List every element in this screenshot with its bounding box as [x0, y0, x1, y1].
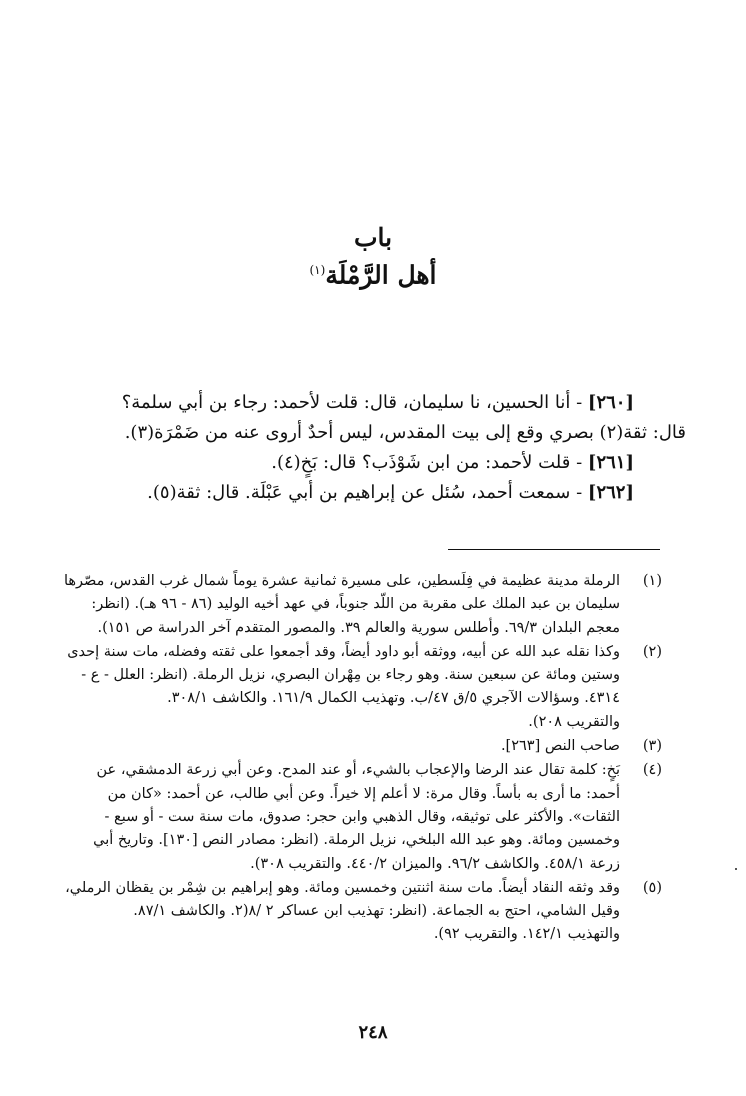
narration-261: [72, 448, 660, 478]
narration-text: - سمعت أحمد، سُئل عن إبراهيم بن أبي عَبْلَة. قال: ثقة(٥).: [147, 482, 583, 503]
footnote-3: [52, 735, 662, 758]
footnote-number: (٤): [642, 762, 662, 779]
narration-number: [٢٦٠]: [587, 392, 634, 413]
footnote-1: [52, 570, 662, 640]
chapter-title: [0, 222, 746, 291]
footnote-line: وقيل الشامي، احتج به الجماعة. (انظر: تهذيب ابن عساكر ٢ /٨(٢. والكاشف ٨٧/١.: [133, 903, 620, 920]
footnote-line: معجم البلدان ٦٩/٣. وأطلس سورية والعالم ٣٩. والمصور المتقدم آخر الدراسة ص ١٥١).: [97, 619, 620, 636]
footnote-4: [52, 759, 662, 875]
narration-text: - أنا الحسين، نا سليمان، قال: قلت لأحمد: رجاء بن أبي سلمة؟: [121, 392, 583, 413]
narration-260-line-1: [72, 388, 660, 418]
narration-number: [٢٦٢]: [587, 482, 634, 503]
footnote-line: وخمسين ومائة. وهو عبد الله البلخي، نزيل الرملة. (انظر: مصادر النص [١٣٠]. وتاريخ أبي: [93, 832, 620, 849]
footnote-2: [52, 641, 662, 734]
footnote-line: أحمد: ما أرى به بأساً. وقال مرة: لا أعلم إلا خيراً. وعن أبي طالب، عن أحمد: «كان من: [107, 785, 620, 802]
chapter-heading: باب: [353, 223, 393, 252]
footnote-5: [52, 877, 662, 947]
footnote-line: والتهذيب ١٤٢/١. والتقريب ٩٢).: [433, 926, 620, 943]
narration-260-line-2: [72, 418, 686, 448]
footnote-line: والتقريب ٢٠٨).: [528, 713, 620, 730]
footnote-line: وكذا نقله عبد الله عن أبيه، ووثقه أبو داود أيضاً، وقد أجمعوا على ثقته وفضله، مات سنة إحدى: [67, 643, 620, 660]
footnote-line: وقد وثقه النقاد أيضاً. مات سنة اثنتين وخمسين ومائة. وهو إبراهيم بن شِمْر بن يقظان الرملي،: [65, 879, 620, 896]
footnote-number: (٣): [642, 738, 662, 755]
narration-text: قال: ثقة(٢) بصري وقع إلى بيت المقدس، ليس أحدٌ أروى عنه من ضَمْرَة(٣).: [124, 422, 686, 443]
margin-mark: [735, 868, 737, 870]
footnote-line: سليمان بن عبد الملك على مقربة من اللّد جنوباً، في عهد أخيه الوليد (٨٦ - ٩٦ هـ). (انظر:: [91, 596, 620, 613]
chapter-subheading: [0, 254, 746, 291]
footnote-ref: (١): [309, 263, 326, 277]
narrations: [72, 388, 686, 508]
chapter-subheading-text: أهل الرَّمْلَة: [325, 260, 437, 290]
footnote-line: الرملة مدينة عظيمة في فِلَسطين، على مسيرة ثمانية عشرة يوماً شمال غرب القدس، مصّرها: [63, 573, 620, 589]
narration-262: [72, 478, 660, 508]
footnote-line: الثقات». والأكثر على توثيقه، وقال الذهبي وابن حجر: صدوق، مات سنة ست - أو سبع -: [104, 808, 620, 825]
footnotes: [52, 570, 662, 948]
footnote-divider: [448, 549, 660, 550]
footnote-line: بَخٍ: كلمة تقال عند الرضا والإعجاب بالشيء، أو عند المدح. وعن أبي زرعة الدمشقي، عن: [96, 762, 620, 779]
narration-number: [٢٦١]: [587, 452, 634, 473]
footnote-line: زرعة ٤٥٨/١. والكاشف ٩٦/٢. والميزان ٤٤٠/٢. والتقريب ٣٠٨).: [250, 855, 620, 872]
footnote-number: (٥): [642, 879, 662, 896]
footnote-number: (٢): [642, 643, 662, 660]
footnote-line: ٤٣١٤. وسؤالات الآجري ٥/ق ٤٧/ب. وتهذيب الكمال ١٦١/٩. والكاشف ٣٠٨/١.: [167, 690, 620, 707]
footnote-number: (١): [642, 573, 662, 589]
narration-text: - قلت لأحمد: من ابن شَوْذَب؟ قال: بَخٍ(٤).: [271, 452, 583, 473]
footnote-line: صاحب النص [٢٦٣].: [500, 738, 620, 755]
footnote-line: وستين ومائة عن سبعين سنة. وهو رجاء بن مِهْران البصري، نزيل الرملة. (انظر: العلل - ع -: [81, 667, 620, 684]
page-number: ٢٤٨: [358, 1022, 388, 1043]
